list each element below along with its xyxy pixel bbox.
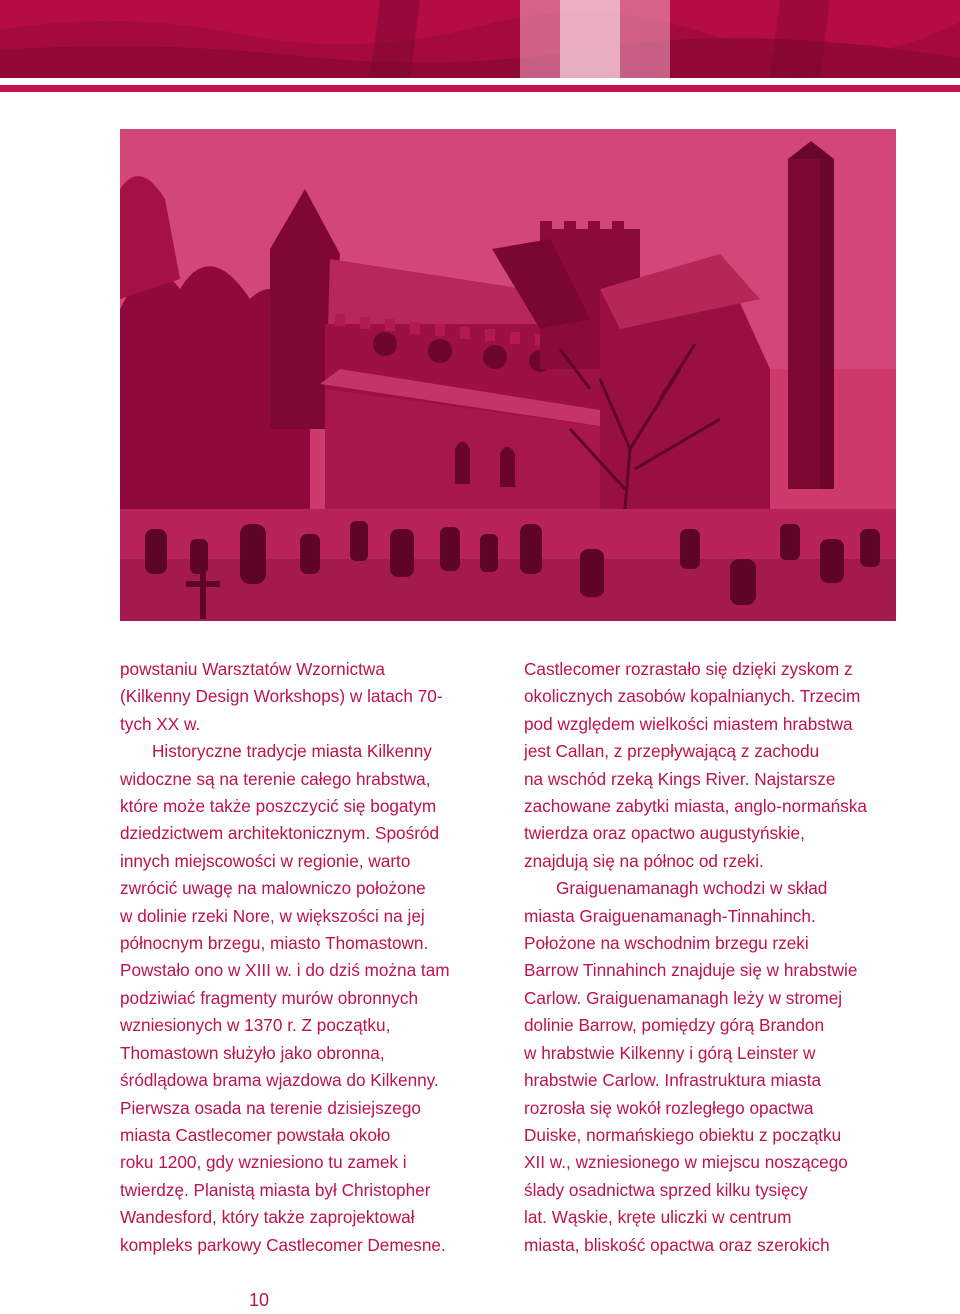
- page-number: 10: [249, 1290, 270, 1310]
- paragraph-left-2: Historyczne tradycje miasta Kilkenny widoczne są na terenie całego hrabstwa, które może także poszczycić się bogatym dziedzictwem architektonicznym. Spośród innych miejscowości w regionie, warto zwrócić uwagę na malowniczo położone w dolinie rzeki Nore, w większości na jej północnym brzegu, miasto Thomastown. Powstało ono w XIII w. i do dziś można tam podziwiać fragmenty murów obronnych wzniesionych w 1370 r. Z początku, Thomastown służyło jako obronna, śródlądowa brama wjazdowa do Kilkenny. Pierwsza osada na terenie dzisiejszego miasta Castlecomer powstała około roku 1200, gdy wzniesiono tu zamek i twierdzę. Planistą miasta był Christopher Wandesford, który także zaprojektował kompleks parkowy Castlecomer Demesne.: [120, 741, 450, 1255]
- text-column-right: [524, 656, 896, 1259]
- paragraph-left-1: powstaniu Warsztatów Wzornictwa (Kilkenny Design Workshops) w latach 70- tych XX w.: [120, 659, 443, 734]
- cathedral-round-tower-photo-icon: [120, 129, 896, 621]
- top-banner-image: [0, 0, 960, 78]
- water-reflection-icon: [0, 0, 960, 78]
- paragraph-right-1: Castlecomer rozrastało się dzięki zyskom z okolicznych zasobów kopalnianych. Trzecim pod względem wielkości miastem hrabstwa jest Callan, z przepływającą z zachodu na wschód rzeką Kings River. Najstarsze zachowane zabytki miasta, anglo-normańska twierdza oraz opactwo augustyńskie, znajdują się na północ od rzeki.: [524, 659, 867, 871]
- text-column-left: [120, 656, 492, 1259]
- cathedral-photo: [120, 129, 896, 621]
- banner-divider-line: [0, 85, 960, 92]
- paragraph-right-2: Graiguenamanagh wchodzi w skład miasta Graiguenamanagh-Tinnahinch. Położone na wschodnim brzegu rzeki Barrow Tinnahinch znajduje się w hrabstwie Carlow. Graiguenamanagh leży w stromej dolinie Barrow, pomiędzy górą Brandon w hrabstwie Kilkenny i górą Leinster w hrabstwie Carlow. Infrastruktura miasta rozrosła się wokół rozległego opactwa Duiske, normańskiego obiektu z początku XII w., wzniesionego w miejscu noszącego ślady osadnictwa sprzed kilku tysięcy lat. Wąskie, kręte uliczki w centrum miasta, bliskość opactwa oraz szerokich: [524, 878, 858, 1255]
